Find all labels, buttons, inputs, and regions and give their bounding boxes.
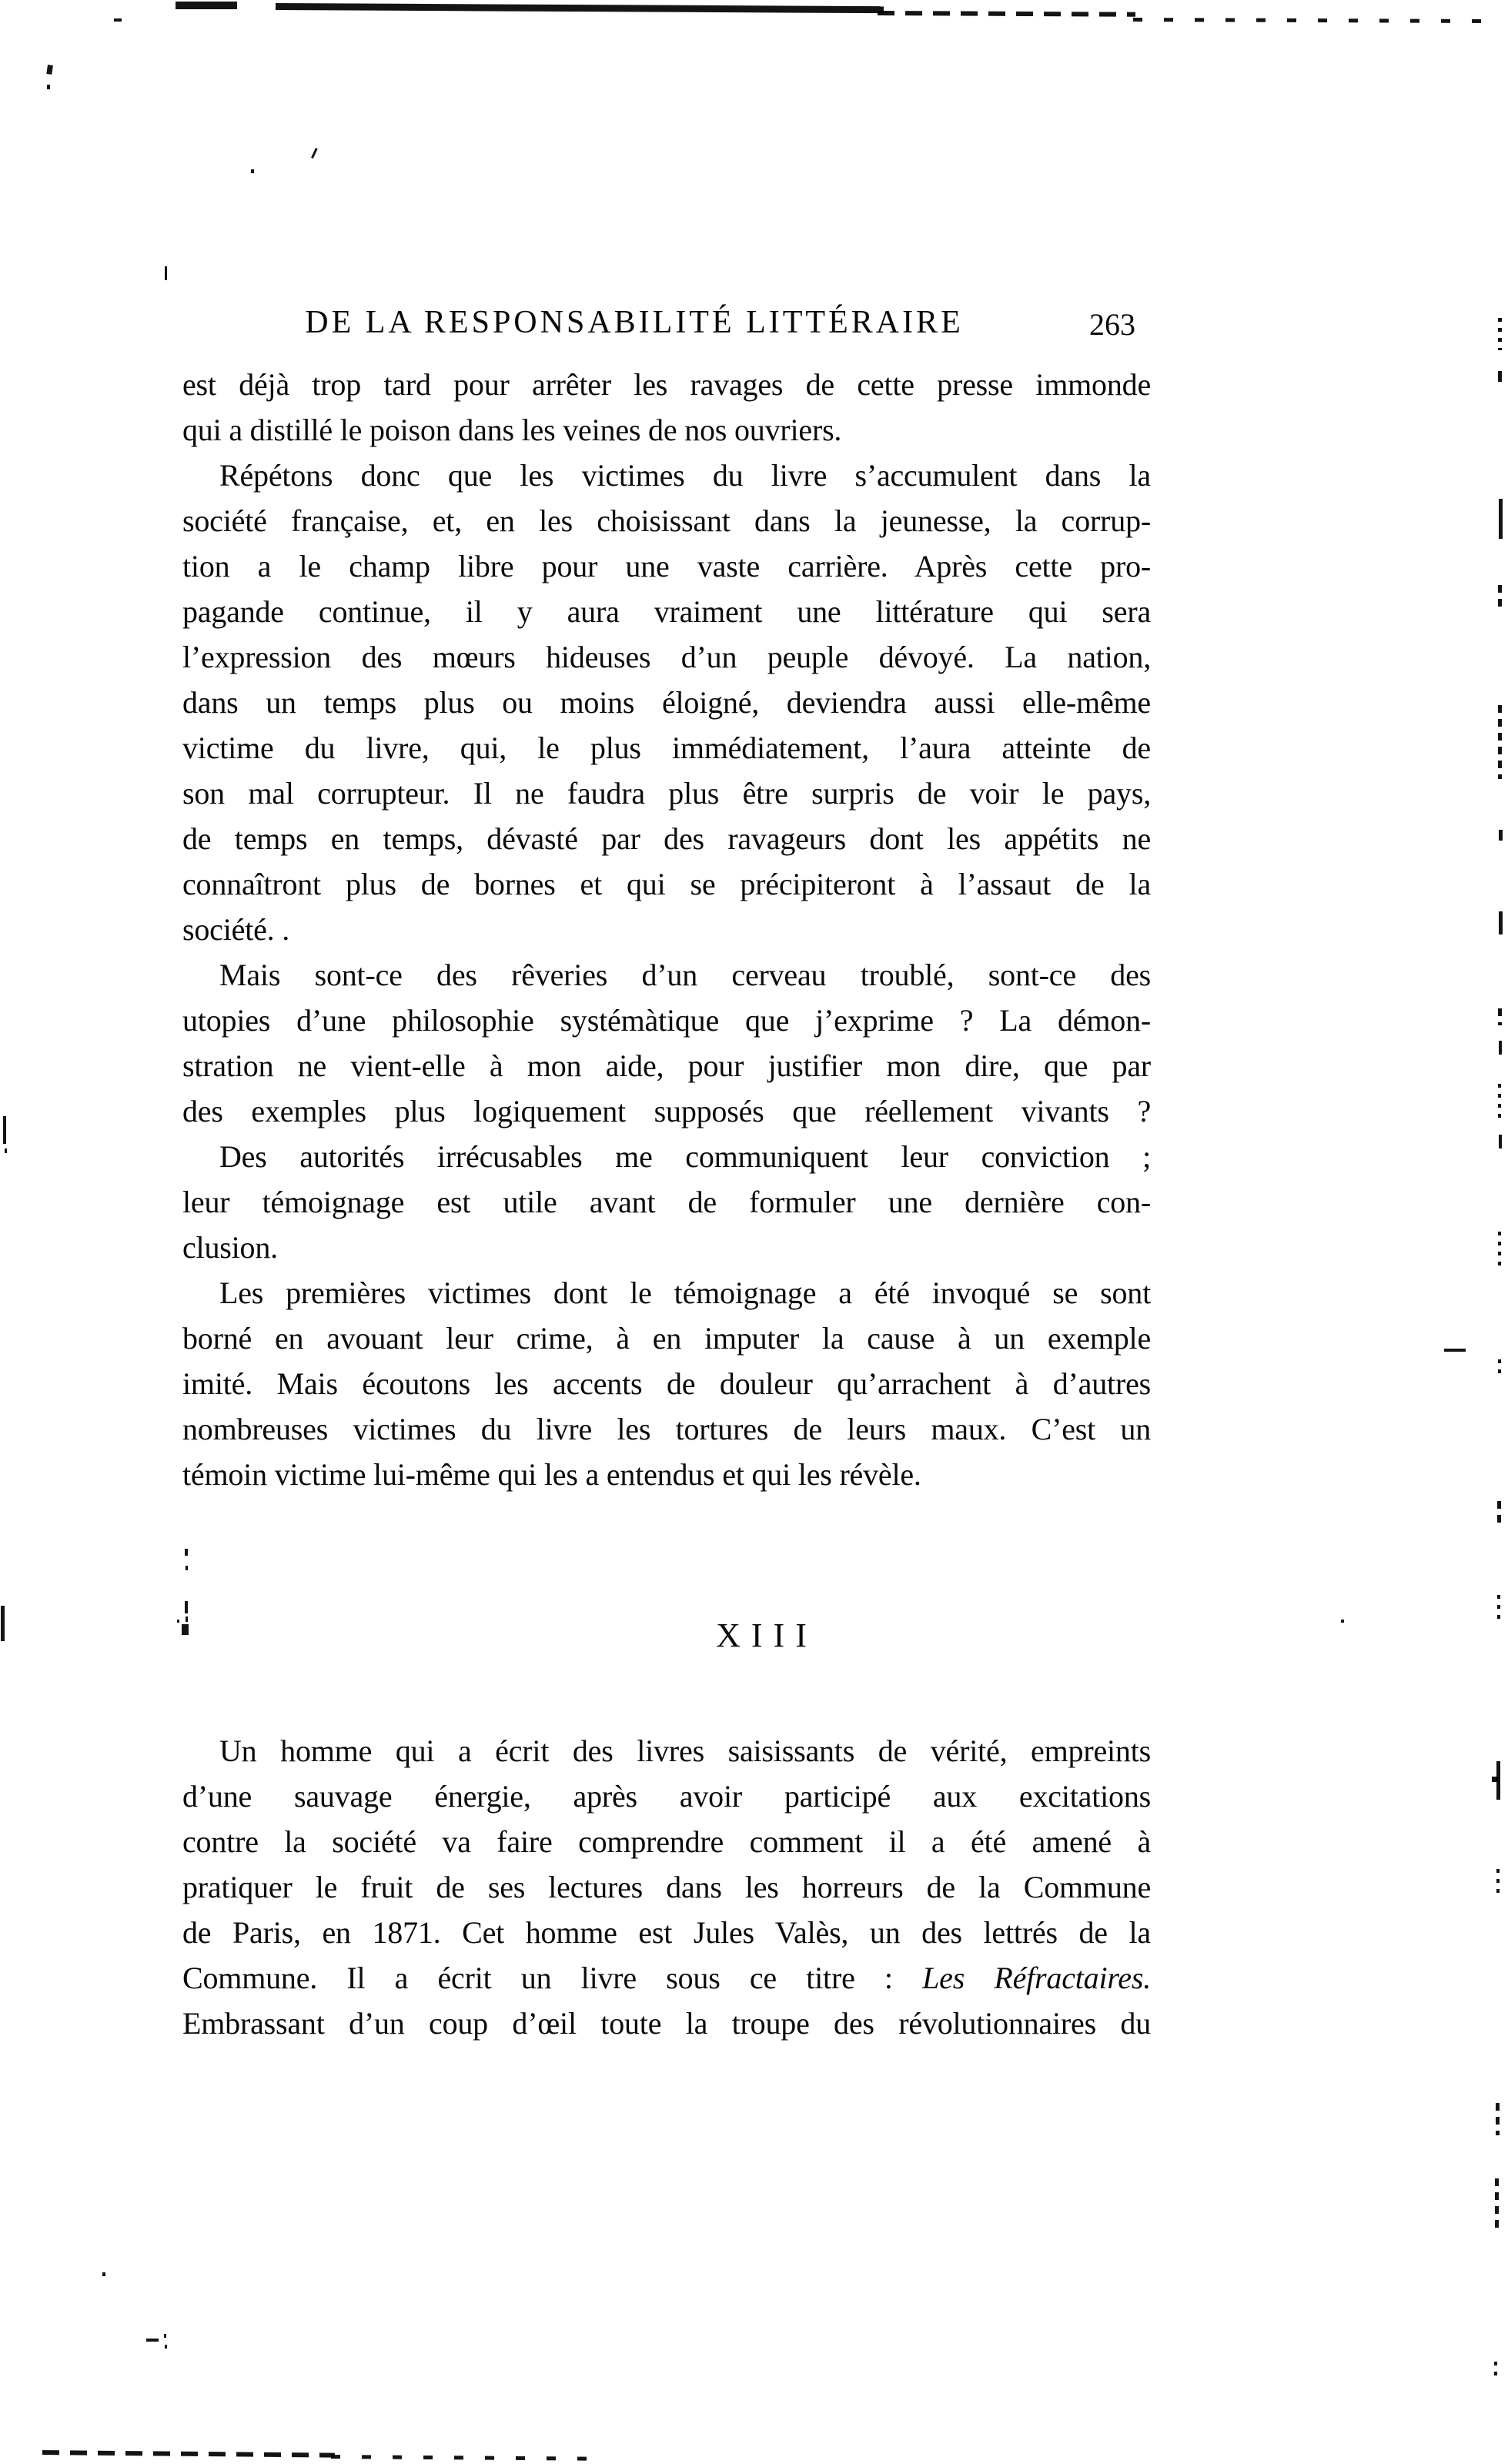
scan-artifact: [1495, 2178, 1499, 2231]
scan-artifact: [1499, 830, 1503, 841]
text-segment: Mais sont-ce des rêveries d’un cerveau troublé, sont-ce des: [219, 958, 1151, 992]
scan-artifact: [1496, 1869, 1500, 1897]
scan-artifact: [185, 1601, 188, 1613]
text-segment: imité. Mais écoutons les accents de douleur qu’arrachent à d’autres: [182, 1366, 1151, 1401]
text-segment: l’expression des mœurs hideuses d’un peuple dévoyé. La nation,: [182, 640, 1151, 674]
scan-artifact: [165, 2345, 167, 2349]
text-segment: nombreuses victimes du livre les tortures de leurs maux. C’est un: [182, 1412, 1151, 1446]
text-line: [182, 1088, 1151, 1134]
text-line: [182, 861, 1151, 907]
text-segment: société française, et, en les choisissant dans la jeunesse, la corrup-: [182, 503, 1151, 538]
paragraph: [182, 1134, 1151, 1270]
text-segment: leur témoignage est utile avant de formuler une dernière con-: [182, 1185, 1151, 1219]
running-title: DE LA RESPONSABILITÉ LITTÉRAIRE: [305, 305, 964, 340]
text-line: [182, 998, 1151, 1043]
scan-artifact: [1, 1606, 5, 1641]
text-segment: stration ne vient-elle à mon aide, pour justifier mon dire, que par: [182, 1048, 1151, 1083]
paragraph: [182, 1728, 1151, 2046]
text-segment: de temps en temps, dévasté par des ravageurs dont les appétits ne: [182, 821, 1151, 856]
text-segment: Un homme qui a écrit des livres saisissants de vérité, empreints: [219, 1733, 1151, 1768]
text-segment: est déjà trop tard pour arrêter les ravages de cette presse immonde: [182, 367, 1151, 402]
scan-artifact: [1499, 1041, 1502, 1055]
text-line: [182, 952, 1151, 998]
scan-artifact: [165, 266, 167, 280]
scan-artifact: [1498, 1232, 1501, 1272]
page-number: 263: [1089, 307, 1135, 342]
text-line: [182, 1043, 1151, 1088]
scan-artifact: [164, 2334, 166, 2338]
text-line: [182, 1316, 1151, 1361]
text-line: [182, 680, 1151, 725]
text-segment: de Paris, en 1871. Cet homme est Jules Valès, un des lettrés de la: [182, 1915, 1151, 1950]
text-line: [182, 1225, 1151, 1270]
book-title-italic: Les Réfractaires.: [922, 1961, 1151, 1995]
text-segment: borné en avouant leur crime, à en imputer la cause à un exemple: [182, 1321, 1151, 1356]
scan-artifact: [5, 1148, 7, 1153]
text-line: [182, 543, 1151, 589]
text-line: [182, 2001, 1151, 2046]
text-segment: Commune. Il a écrit un livre sous ce titre :: [182, 1961, 923, 1995]
scan-artifact: [102, 2272, 105, 2276]
text-segment: d’une sauvage énergie, après avoir participé aux excitations: [182, 1779, 1151, 1814]
scan-artifact: [1444, 1349, 1466, 1352]
text-segment: clusion.: [182, 1230, 278, 1265]
scan-artifact: [1498, 318, 1502, 350]
paragraph: [182, 453, 1151, 952]
text-segment: connaîtront plus de bornes et qui se précipiteront à l’assaut de la: [182, 867, 1151, 901]
text-line: [182, 1134, 1151, 1179]
text-segment: société. .: [182, 912, 290, 947]
text-line: [182, 725, 1151, 771]
text-segment: utopies d’une philosophie systémàtique que j’exprime ? La démon-: [182, 1003, 1151, 1038]
text-line: [182, 453, 1151, 498]
text-line: [182, 589, 1151, 634]
text-line: [182, 1864, 1151, 1910]
scan-artifact: [3, 1116, 6, 1144]
paragraph: [182, 952, 1151, 1134]
text-segment: dans un temps plus ou moins éloigné, deviendra aussi elle-même: [182, 685, 1151, 720]
scan-artifact: [311, 148, 318, 159]
scan-artifact: [1496, 2103, 1500, 2135]
scan-artifact: [331, 2455, 608, 2461]
scan-artifact: [114, 18, 122, 22]
text-segment: pagande continue, il y aura vraiment une littérature qui sera: [182, 594, 1151, 629]
scan-artifact: [1499, 911, 1503, 934]
text-segment: tion a le champ libre pour une vaste carrière. Après cette pro-: [182, 549, 1151, 583]
paragraph: [182, 362, 1151, 453]
text-line: [182, 1955, 1151, 2001]
text-line: [182, 498, 1151, 543]
text-line: [182, 816, 1151, 861]
section-heading: XIII: [716, 1616, 818, 1654]
text-segment: contre la société va faire comprendre comment il a été amené à: [182, 1824, 1151, 1859]
text-line: [182, 1270, 1151, 1316]
text-segment: victime du livre, qui, le plus immédiatement, l’aura atteinte de: [182, 731, 1151, 765]
scan-artifact: [47, 85, 50, 89]
scan-artifact: [1492, 1777, 1498, 1782]
text-line: [182, 771, 1151, 816]
text-column: [182, 362, 1151, 2046]
scan-artifact: [1498, 371, 1502, 382]
scan-artifact: [42, 2450, 335, 2458]
text-line: [182, 1179, 1151, 1225]
text-line: [182, 1728, 1151, 1774]
text-line: [182, 1406, 1151, 1452]
scan-artifact: [146, 2339, 159, 2342]
text-line: [182, 907, 1151, 952]
text-line: [182, 1452, 1151, 1497]
text-line: [182, 1819, 1151, 1864]
page-header: [182, 303, 1151, 342]
text-segment: son mal corrupteur. Il ne faudra plus être surpris de voir le pays,: [182, 776, 1151, 811]
text-segment: qui a distillé le poison dans les veines de nos ouvriers.: [182, 413, 842, 447]
scan-artifact: [251, 169, 254, 173]
scan-artifact: [177, 1620, 179, 1623]
scan-artifact: [1497, 1595, 1500, 1623]
scan-artifact: [1341, 1620, 1344, 1623]
scan-artifact: [1499, 499, 1503, 539]
scan-artifact: [1498, 585, 1502, 610]
scan-artifact: [185, 1549, 188, 1556]
scan-artifact: [46, 65, 53, 75]
scan-artifact: [1499, 1135, 1502, 1148]
scan-artifact: [1494, 2362, 1497, 2377]
scan-artifact: [1498, 1359, 1501, 1379]
paragraph: [182, 1270, 1151, 1497]
scan-artifact: [1498, 705, 1502, 779]
text-segment: Les premières victimes dont le témoignage a été invoqué se sont: [219, 1275, 1151, 1310]
scan-artifact: [1498, 1084, 1501, 1119]
scan-artifact: [186, 1616, 188, 1622]
scan-artifact: [1497, 1501, 1501, 1529]
text-segment: pratiquer le fruit de ses lectures dans les horreurs de la Commune: [182, 1870, 1151, 1904]
scan-artifact: [1133, 18, 1487, 23]
scan-artifact: [276, 3, 884, 13]
scan-artifact: [186, 1566, 188, 1570]
text-segment: des exemples plus logiquement supposés que réellement vivants ?: [182, 1094, 1151, 1128]
scan-artifact: [878, 11, 1135, 17]
text-segment: Des autorités irrécusables me communiquent leur conviction ;: [219, 1139, 1151, 1174]
text-line: [182, 362, 1151, 407]
text-segment: Répétons donc que les victimes du livre s’accumulent dans la: [219, 458, 1151, 493]
text-line: [182, 1774, 1151, 1819]
scan-artifact: [1498, 1008, 1502, 1025]
text-line: [182, 1361, 1151, 1406]
scan-artifact: [176, 2, 237, 9]
text-line: [182, 407, 1151, 453]
scan-artifact: [182, 1624, 189, 1635]
text-segment: témoin victime lui-même qui les a entendus et qui les révèle.: [182, 1457, 921, 1492]
text-segment: Embrassant d’un coup d’œil toute la troupe des révolutionnaires du: [182, 2006, 1151, 2041]
text-line: [182, 1910, 1151, 1955]
text-line: [182, 634, 1151, 680]
